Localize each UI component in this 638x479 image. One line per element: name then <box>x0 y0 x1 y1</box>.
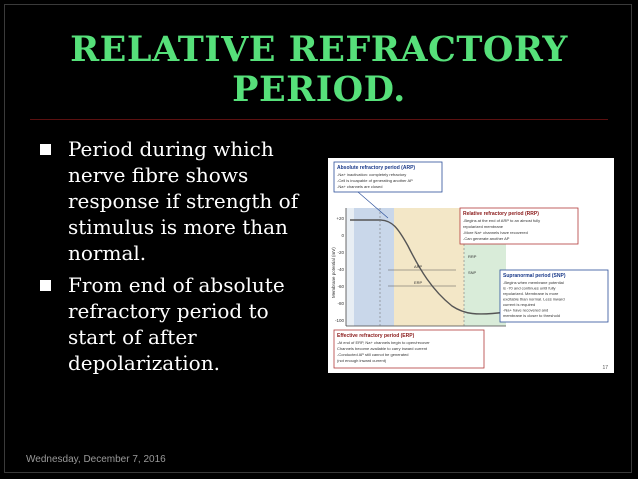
snp-box-line: repolarized. Membrane is more <box>503 291 559 296</box>
y-axis-label: Membrane potential (mV) <box>331 247 336 298</box>
y-tick: -60 <box>337 284 344 289</box>
erp-box-line: -At end of ERP, Na+ channels begin to open/recover <box>337 340 430 345</box>
y-tick: -100 <box>334 318 344 323</box>
snp-box-line: -Begins when membrane potential <box>503 280 564 285</box>
snp-box-title: Supranormal period (SNP) <box>503 273 566 279</box>
y-tick: 0 <box>341 233 344 238</box>
rrp-box-line: -Begins at the end of ARP to an almost fully <box>463 218 541 223</box>
arp-shade <box>354 208 394 326</box>
bullet-text: Period during which nerve fibre shows response if strength of stimulus is more than normal. <box>68 137 299 265</box>
square-bullet-icon <box>40 144 51 155</box>
page-number: 17 <box>602 365 608 371</box>
arp-box-title: Absolute refractory period (ARP) <box>337 165 416 171</box>
arp-box-line: -Na+ inactivation: completely refractory <box>337 172 407 177</box>
rrp-marker: RRP <box>468 254 477 259</box>
figure-svg <box>328 158 614 373</box>
snp-box-line: excitable than normal. Less inward <box>503 296 565 302</box>
y-tick: -20 <box>337 250 344 255</box>
refractory-period-figure <box>328 158 614 373</box>
snp-box-line: -Na+ have recovered and <box>503 307 549 313</box>
bullet-item <box>40 136 320 266</box>
rrp-box-line: -More Na+ channels have recovered <box>463 230 528 235</box>
bullet-item <box>40 272 320 376</box>
title-line-1: RELATIVE REFRACTORY <box>70 29 568 70</box>
erp-box-line: -Conducted AP still cannot be generated <box>337 352 409 357</box>
snp-marker: SNP <box>468 270 477 275</box>
bullet-list <box>40 136 320 382</box>
erp-box-line: Channels become available to carry inward current <box>337 346 428 351</box>
y-tick: +20 <box>336 216 344 221</box>
arp-box-line: -Cell is incapable of generating another AP <box>337 178 413 183</box>
slide-title <box>0 30 638 110</box>
erp-box-line: (not enough inward current) <box>337 358 387 363</box>
bullet-text: From end of absolute refractory period to start of after depolarization. <box>68 273 285 375</box>
snp-box-line: membrane is closer to threshold <box>503 313 560 318</box>
rrp-box-title: Relative refractory period (RRP) <box>463 211 539 217</box>
y-tick: -40 <box>337 267 344 272</box>
snp-box-line: current is required <box>503 302 536 307</box>
erp-marker: ERP <box>414 280 423 285</box>
y-tick: -80 <box>337 301 344 306</box>
rrp-shade <box>394 208 464 326</box>
arp-marker: ARP <box>414 264 423 269</box>
snp-box-line: is -70 and continues until fully <box>503 285 556 291</box>
erp-box-title: Effective refractory period (ERP) <box>337 333 415 339</box>
footer-date: Wednesday, December 7, 2016 <box>26 454 166 465</box>
rrp-box-line: -Can generate another AP <box>463 236 510 241</box>
title-divider <box>30 119 608 120</box>
arp-box-line: -Na+ channels are closed <box>337 184 383 189</box>
rrp-box-line: repolarized membrane <box>463 224 504 229</box>
title-line-2: PERIOD. <box>232 69 406 110</box>
square-bullet-icon <box>40 280 51 291</box>
